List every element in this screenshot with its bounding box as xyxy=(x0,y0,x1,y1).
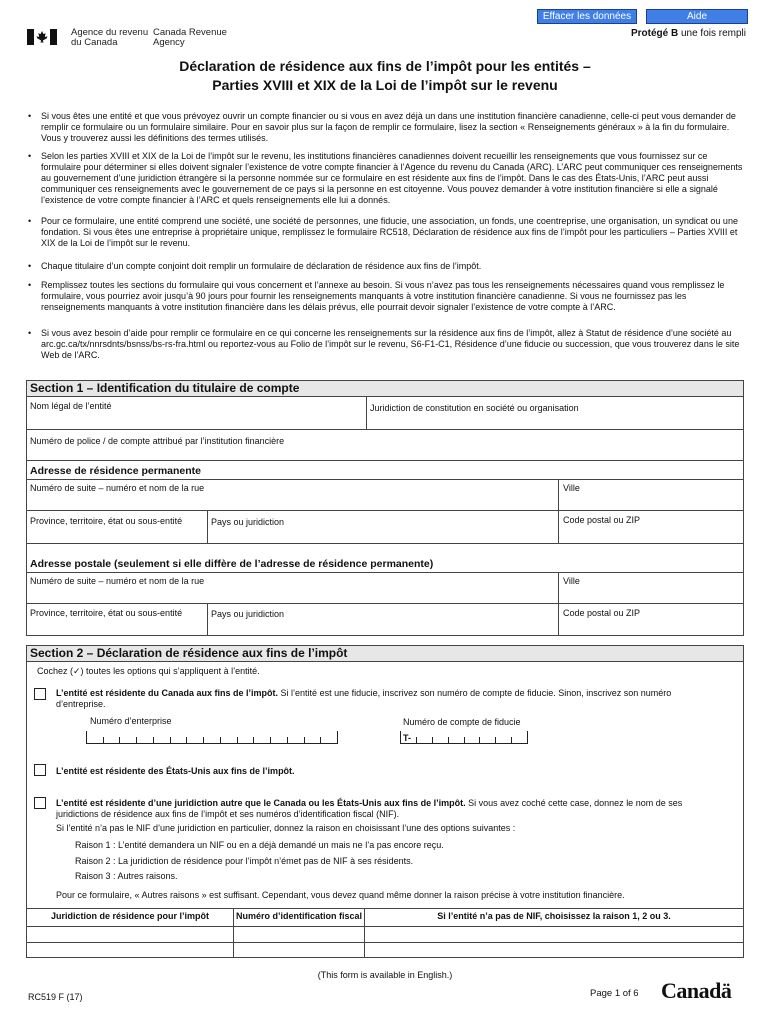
comb-tick xyxy=(304,737,305,743)
perm-street-field[interactable] xyxy=(27,494,558,510)
comb-tick xyxy=(432,737,433,743)
perm-country-field[interactable] xyxy=(208,528,558,543)
english-available-note: (This form is available in English.) xyxy=(317,970,453,980)
info-bullet: • Si vous avez besoin d’aide pour remplir ce formulaire en ce qui concerne les renseignements sur la résidence aux fins de l’impôt, allez à Statut de résidence d’une société au arc.gc.ca/tx/nnrsdnts/bsnss/bs-rs-fra.html ou reportez-vous au Folio de l’impôt sur le revenu, S6-F1-C1, Résidence d’une fiducie ou succession, que vous trouverez dans le site Web de l’ARC. xyxy=(28,328,740,360)
tin-row1-number[interactable] xyxy=(234,927,364,941)
jurisdiction-label: Juridiction de constitution en société ou organisation xyxy=(370,403,579,413)
policy-number-field[interactable] xyxy=(27,447,743,460)
col-tin-header: Numéro d’identification fiscal xyxy=(235,911,363,921)
check-instruction: Cochez (✓) toutes les options qui s’appliquent à l’entité. xyxy=(37,666,260,676)
mail-city-field[interactable] xyxy=(559,587,743,603)
reason-2: Raison 2 : La juridiction de résidence pour l’impôt n’émet pas de NIF à ses résidents. xyxy=(75,856,414,866)
jurisdiction-field[interactable] xyxy=(367,414,743,429)
comb-tick xyxy=(136,737,137,743)
info-bullet: • Pour ce formulaire, une entité comprend une société, une société de personnes, une fiducie, une association, un fonds, une coentreprise, une organisation, un syndicat ou une fondation. Si vous êtes une entreprise à propriétaire unique, remplissez le formulaire RC518, Déclaration de résidence aux fins de l’impôt pour les particuliers – Parties XVIII et XIX de la Loi de l’impôt sur le revenu. xyxy=(28,216,738,248)
mail-province-field[interactable] xyxy=(27,619,207,635)
province-label: Province, territoire, état ou sous-entité xyxy=(30,608,183,618)
section2-header: Section 2 – Déclaration de résidence aux fins de l’impôt xyxy=(26,645,744,662)
perm-postal-field[interactable] xyxy=(559,526,743,543)
comb-tick xyxy=(103,737,104,743)
comb-tick xyxy=(527,731,528,743)
info-bullet: • Remplissez toutes les sections du formulaire qui vous concernent et l’annexe au besoin. Si vous n’avez pas tous les renseignements nécessaires quand vous remplissez le formulaire, vous pourriez avoir jusqu’à 90 jours pour fournir les renseignements manquants à votre institution financière canadienne. Si vous ne fournissez pas les renseignements manquants à votre institution financière dans les délais prévus, elle pourrait devoir signaler l’existence de votre compte à l’ARC. xyxy=(28,280,725,312)
tin-row1-jurisdiction[interactable] xyxy=(27,927,233,941)
comb-tick xyxy=(287,737,288,743)
postal-label: Code postal ou ZIP xyxy=(563,515,641,525)
comb-tick xyxy=(270,737,271,743)
canada-flag-icon xyxy=(27,29,57,45)
canada-wordmark: Canadä xyxy=(661,978,732,1003)
resident-us-text: L’entité est résidente des États-Unis aux fins de l’impôt. xyxy=(56,766,295,776)
mail-country-field[interactable] xyxy=(208,620,558,635)
agency-name-en: Canada Revenue Agency xyxy=(153,27,227,48)
city-label: Ville xyxy=(563,576,580,586)
no-tin-instruction: Si l’entité n’a pas le NIF d’une juridiction en particulier, donnez la raison en choisissant l’une des options suivantes : xyxy=(56,823,516,833)
comb-tick xyxy=(237,737,238,743)
reason-3: Raison 3 : Autres raisons. xyxy=(75,871,178,881)
city-label: Ville xyxy=(563,483,580,493)
form-title-line1: Déclaration de résidence aux fins de l’impôt pour les entités – xyxy=(179,58,591,74)
comb-tick xyxy=(253,737,254,743)
comb-tick xyxy=(86,731,87,743)
street-label: Numéro de suite – numéro et nom de la rue xyxy=(30,576,205,586)
other-reasons-note: Pour ce formulaire, « Autres raisons » est suffisant. Cependant, vous devez quand même donner la raison précise à votre institution financière. xyxy=(56,890,625,900)
mailing-address-heading: Adresse postale (seulement si elle diffère de l’adresse de résidence permanente) xyxy=(30,558,434,570)
perm-province-field[interactable] xyxy=(27,527,207,543)
business-number-label: Numéro d’enterprise xyxy=(90,716,172,726)
tin-row2-jurisdiction[interactable] xyxy=(27,943,233,957)
postal-label: Code postal ou ZIP xyxy=(563,608,641,618)
legal-name-field[interactable] xyxy=(27,412,366,429)
comb-tick xyxy=(400,731,401,743)
info-bullet: • Si vous êtes une entité et que vous prévoyez ouvrir un compte financier ou si vous en avez déjà un dans une institution financière canadienne, celle-ci peut vous demander de remplir ce formulaire ou un formulaire similaire. Pour en savoir plus sur la façon de remplir ce formulaire, lisez la section « Renseignements généraux » à la fin du formulaire. Vous y trouverez aussi les définitions des termes utilisés. xyxy=(28,111,736,143)
comb-tick xyxy=(119,737,120,743)
comb-tick xyxy=(511,737,512,743)
comb-tick xyxy=(416,737,417,743)
tin-row1-reason[interactable] xyxy=(365,927,743,941)
business-number-field[interactable] xyxy=(86,731,338,744)
policy-number-label: Numéro de police / de compte attribué par l’institution financière xyxy=(30,436,285,446)
page-number: Page 1 of 6 xyxy=(590,988,639,999)
agency-name-fr: Agence du revenu du Canada xyxy=(71,27,149,48)
comb-tick xyxy=(479,737,480,743)
info-bullet: • Chaque titulaire d’un compte conjoint doit remplir un formulaire de déclaration de résidence aux fins de l’impôt. xyxy=(28,261,482,271)
comb-tick xyxy=(464,737,465,743)
street-label: Numéro de suite – numéro et nom de la rue xyxy=(30,483,205,493)
comb-tick xyxy=(448,737,449,743)
form-id: RC519 F (17) xyxy=(28,992,83,1002)
legal-name-label: Nom légal de l’entité xyxy=(30,401,112,411)
comb-tick xyxy=(220,737,221,743)
trust-prefix: T- xyxy=(403,733,411,743)
comb-tick xyxy=(320,737,321,743)
comb-tick xyxy=(203,737,204,743)
mail-postal-field[interactable] xyxy=(559,619,743,635)
help-button[interactable]: Aide xyxy=(646,9,748,24)
comb-tick xyxy=(170,737,171,743)
protected-b-label: Protégé B une fois rempli xyxy=(630,28,746,39)
comb-tick xyxy=(495,737,496,743)
mail-street-field[interactable] xyxy=(27,587,558,603)
col-jurisdiction-header: Juridiction de résidence pour l’impôt xyxy=(50,911,210,921)
tin-row2-reason[interactable] xyxy=(365,943,743,957)
comb-tick xyxy=(186,737,187,743)
col-reason-header: Si l’entité n’a pas de NIF, choisissez la raison 1, 2 ou 3. xyxy=(437,911,671,921)
country-label: Pays ou juridiction xyxy=(211,609,285,619)
comb-tick xyxy=(153,737,154,743)
section1-header: Section 1 – Identification du titulaire de compte xyxy=(26,380,744,397)
resident-canada-checkbox[interactable] xyxy=(34,688,46,700)
perm-city-field[interactable] xyxy=(559,494,743,510)
tin-row2-number[interactable] xyxy=(234,943,364,957)
reason-1: Raison 1 : L’entité demandera un NIF ou en a déjà demandé un mais ne l’a pas encore reçu. xyxy=(75,840,444,850)
resident-canada-text: L’entité est résidente du Canada aux fins de l’impôt. Si l’entité est une fiducie, inscrivez son numéro de compte de fiducie. Sinon, inscrivez son numéro d’entreprise. xyxy=(56,688,672,709)
country-label: Pays ou juridiction xyxy=(211,517,285,527)
resident-other-checkbox[interactable] xyxy=(34,797,46,809)
info-bullet: • Selon les parties XVIII et XIX de la Loi de l’impôt sur le revenu, les institutions financières canadiennes doivent recueillir les renseignements que vous fournissez sur ce formulaire pour déterminer si elles doivent signaler l’existence de votre compte financier à l’Agence du revenu du Canada (ARC). L’ARC peut communiquer ces renseignements au gouvernement d’une juridiction étrangère si la personne nommée sur ce formulaire en est résidente aux fins de l’impôt. Dans le cas des États-Unis, l’ARC peut aussi communiquer ces renseignements avec le gouvernement de ce pays si la personne en est citoyenne. Vous pouvez demander à votre institution financière si elle a signalé l’existence de votre compte financier à l’ARC et quels renseignements elle lui a donnés. xyxy=(28,151,743,205)
clear-data-button[interactable]: Effacer les données xyxy=(537,9,637,24)
comb-tick xyxy=(337,731,338,743)
permanent-address-heading: Adresse de résidence permanente xyxy=(30,465,201,477)
trust-number-label: Numéro de compte de fiducie xyxy=(403,717,521,727)
trust-number-field[interactable] xyxy=(400,731,528,744)
resident-other-text: L’entité est résidente d’une juridiction autre que le Canada ou les États-Unis aux fins de l’impôt. Si vous avez coché cette case, donnez le nom de ses juridictions de résidence aux fins de l’impôt et ses numéros d’identification fiscal (NIF). xyxy=(56,798,683,819)
form-title-line2: Parties XVIII et XIX de la Loi de l’impôt sur le revenu xyxy=(212,77,558,93)
resident-us-checkbox[interactable] xyxy=(34,764,46,776)
province-label: Province, territoire, état ou sous-entité xyxy=(30,516,183,526)
